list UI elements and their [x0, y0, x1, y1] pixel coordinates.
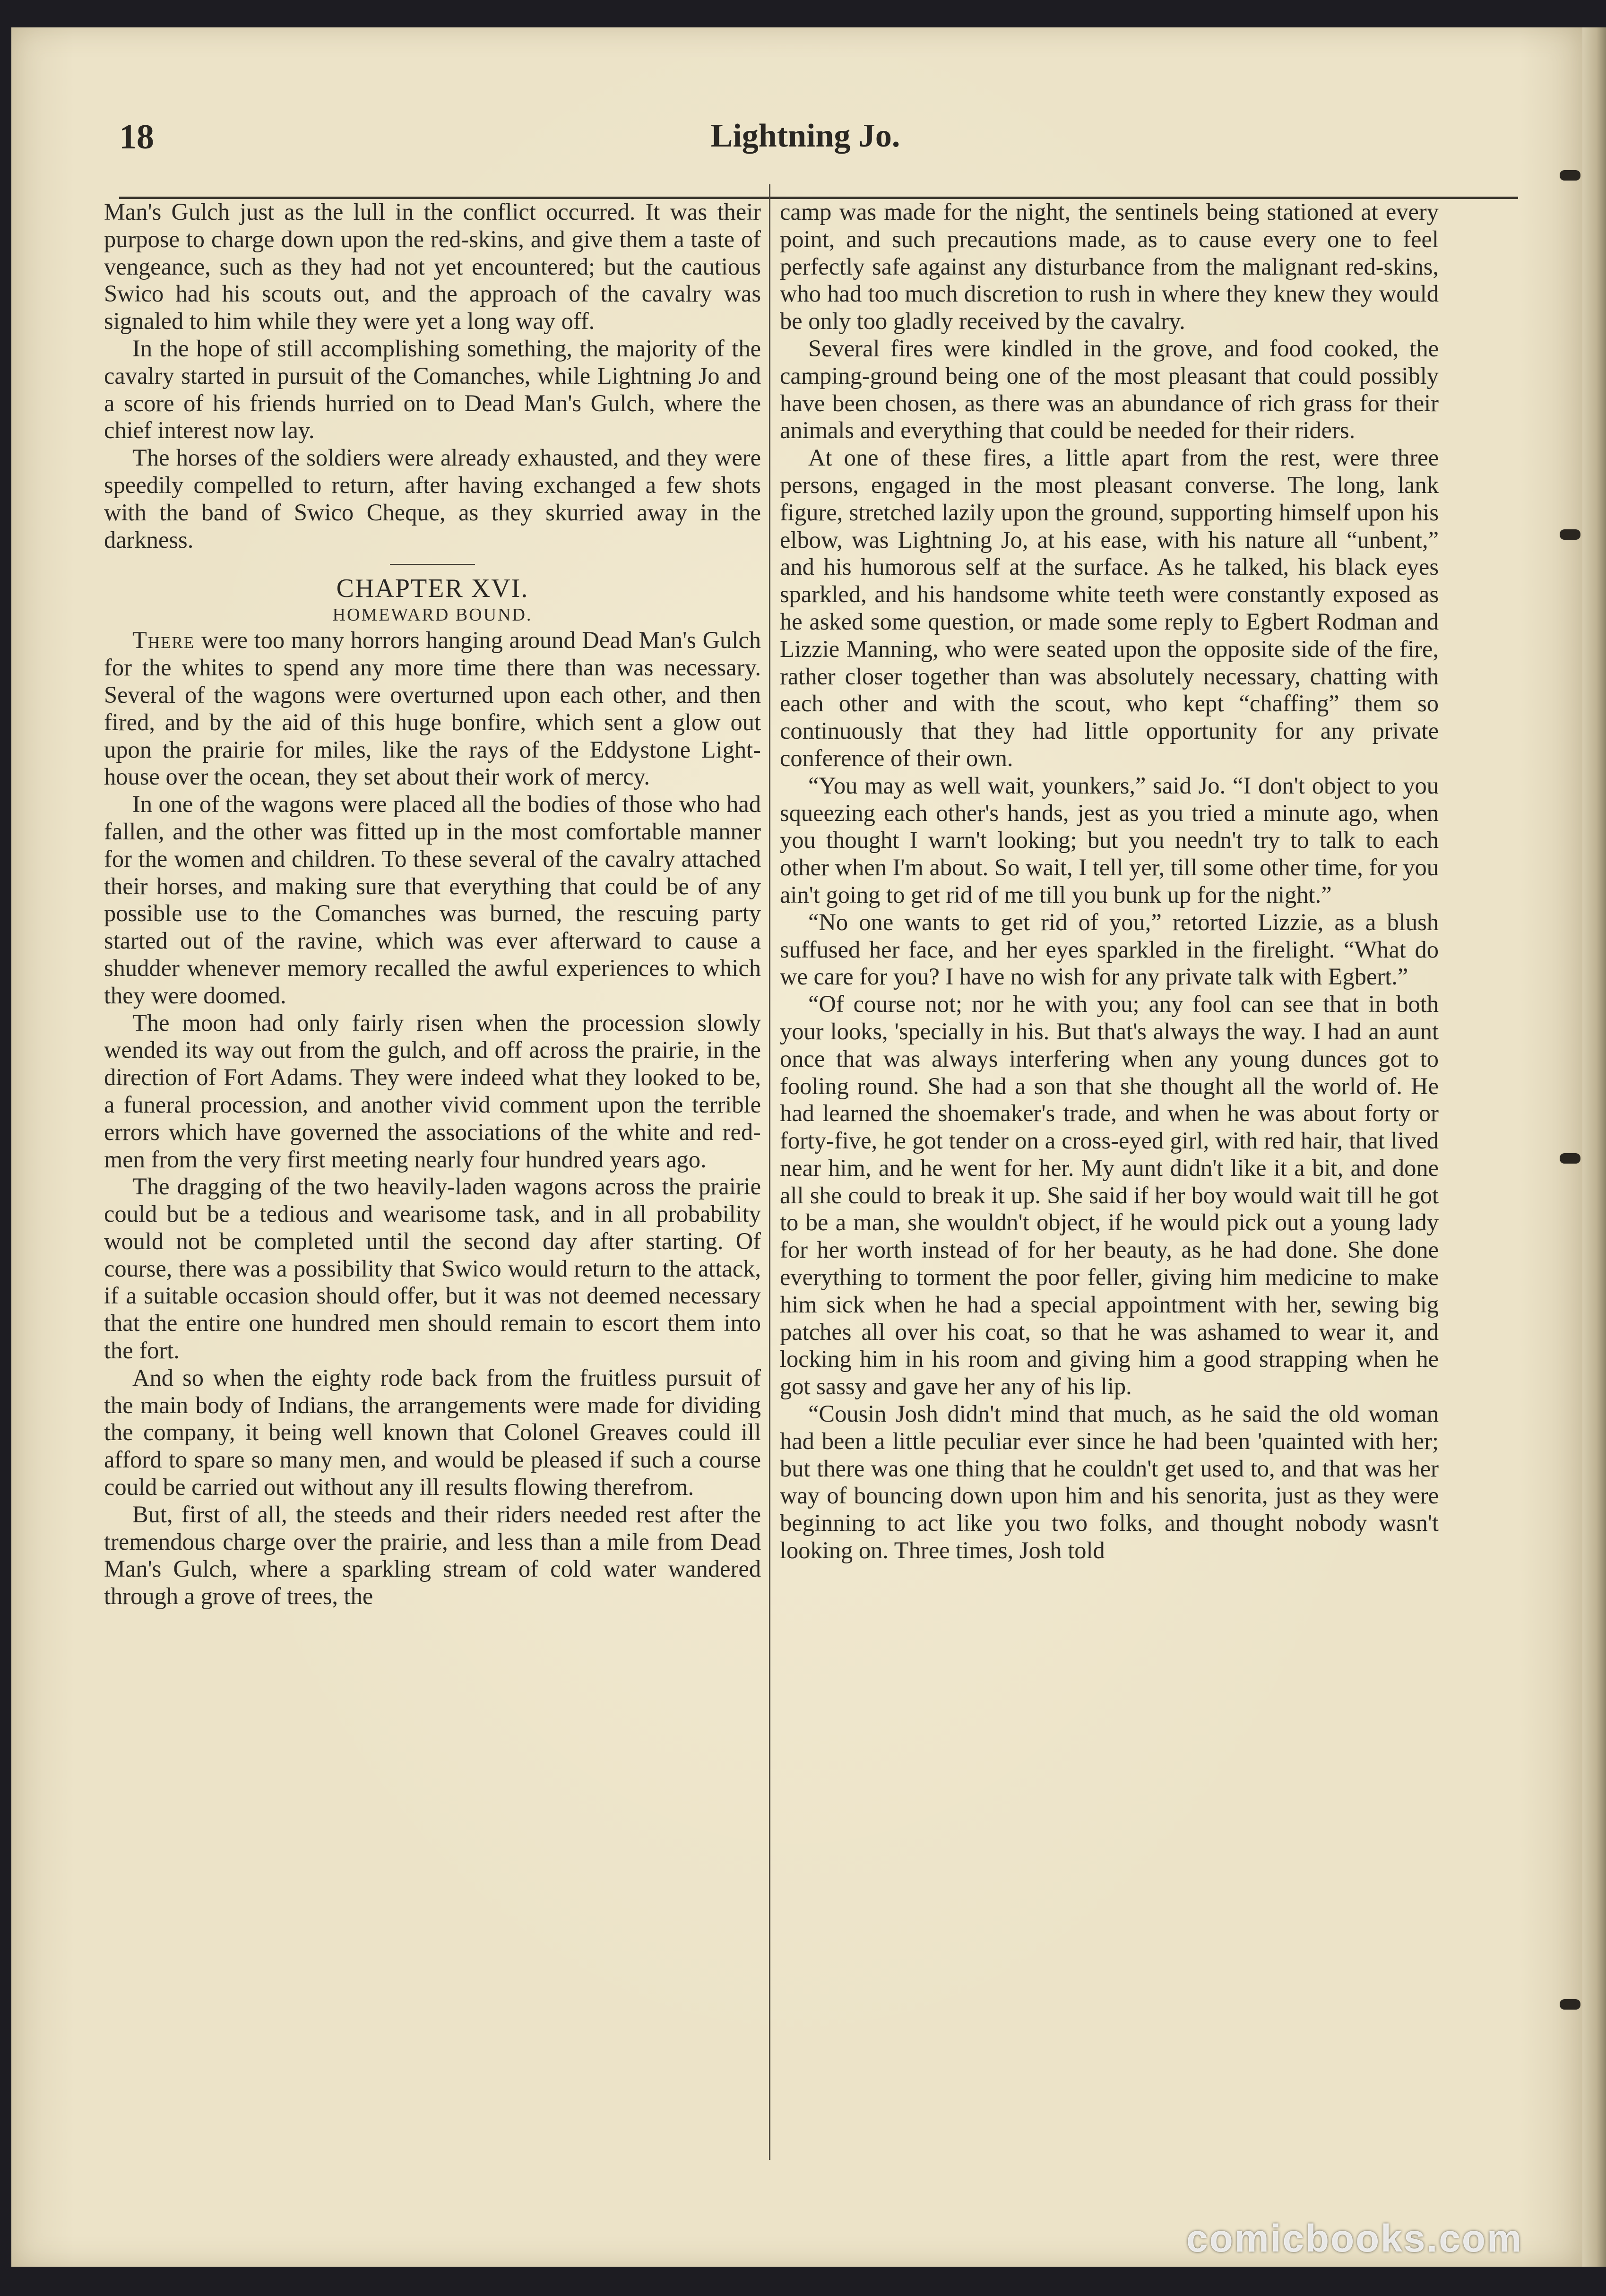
paragraph: “No one wants to get rid of you,” retorted Lizzie, as a blush suffused her face, and her eyes sparkled in the firelight. “What do we care for you? I have no wish for any private talk with Egbert.” [780, 908, 1439, 990]
page-header [11, 27, 1582, 207]
paragraph: In one of the wagons were placed all the bodies of those who had fallen, and the other was fitted up in the most comfortable manner for the women and children. To these several of the cavalry attached their horses, and making sure that everything that could be of any possible use to the Comanches was burned, the rescuing party started out of the ravine, which was ever afterward to cause a shudder whenever memory recalled the awful experiences to which they were doomed. [104, 791, 761, 1009]
page-number: 18 [119, 118, 154, 156]
paragraph: At one of these fires, a little apart from the rest, were three persons, engaged in the most pleasant converse. The long, lank figure, stretched lazily upon the ground, supporting himself upon his elbow, was Lightning Jo, at his ease, with his nature all “unbent,” and his humorous self at the surface. As he talked, his black eyes sparkled, and his handsome white teeth were constantly exposed as he asked some question, or made some reply to Egbert Rodman and Lizzie Manning, who were seated upon the opposite side of the fire, rather closer together than was absolutely necessary, chatting with each other and with the scout, who kept “chaffing” them so continuously that they had little opportunity for any private conference of their own. [780, 444, 1439, 771]
chapter-title: CHAPTER XVI. [336, 574, 529, 604]
column-divider [769, 184, 770, 2160]
paragraph: “You may as well wait, younkers,” said Jo. “I don't object to you squeezing each other's hands, jest as you tried a minute ago, when you thought I warn't looking; but you needn't try to talk to each other when I'm about. So wait, I tell yer, till some other time, for you ain't going to get rid of me till you bunk up for the night.” [780, 772, 1439, 908]
left-column [104, 199, 761, 1610]
binding-hole-mark [1560, 1153, 1580, 1164]
paragraph: But, first of all, the steeds and their riders needed rest after the tremendous charge over the prairie, and less than a mile from Dead Man's Gulch, where a sparkling stream of cold water wandered through a grove of trees, the [104, 1501, 761, 1610]
page-binding-edge [1582, 27, 1606, 2267]
binding-hole-mark [1560, 170, 1580, 181]
paragraph: In the hope of still accomplishing something, the majority of the cavalry started in pursuit of the Comanches, while Lightning Jo and a score of his friends hurried on to Dead Man's Gulch, where the chief interest now lay. [104, 335, 761, 444]
chapter-separator-rule [390, 564, 475, 565]
paragraph: The horses of the soldiers were already exhausted, and they were speedily compelled to return, after having exchanged a few shots with the band of Swico Cheque, as they skurried away in the darkness. [104, 444, 761, 553]
paragraph: The moon had only fairly risen when the procession slowly wended its way out from the gulch, and off across the prairie, in the direction of Fort Adams. They were indeed what they looked to be, a funeral procession, and another vivid comment upon the terrible errors which have governed the associations of the white and red-men from the very first meeting nearly four hundred years ago. [104, 1009, 761, 1173]
chapter-subtitle: HOMEWARD BOUND. [332, 605, 533, 625]
site-watermark: comicbooks.com [1186, 2217, 1523, 2260]
paragraph-body: were too many horrors hanging around Dead Man's Gulch for the whites to spend any more time there than was necessary. Several of the wagons were overturned upon each other, and then fired, and by the aid of this huge bonfire, which sent a glow out upon the prairie for miles, like the rays of the Eddystone Light-house over the ocean, they set about their work of mercy. [104, 627, 761, 790]
right-column [780, 199, 1439, 1564]
binding-hole-mark [1560, 529, 1580, 540]
paragraph: “Cousin Josh didn't mind that much, as he said the old woman had been a little peculiar ever since he had been 'quainted with her; but there was one thing that he couldn't get used to, and that was her way of bouncing down upon him and his senorita, just as they were beginning to act like you two folks, and thought nobody wasn't looking on. Three times, Josh told [780, 1400, 1439, 1564]
binding-hole-mark [1560, 1999, 1580, 2010]
paragraph: Several fires were kindled in the grove, and food cooked, the camping-ground being one of the most pleasant that could possibly have been chosen, as there was an abundance of rich grass for their animals and everything that could be needed for their riders. [780, 335, 1439, 444]
paragraph: And so when the eighty rode back from the fruitless pursuit of the main body of Indians, the arrangements were made for dividing the company, it being well known that Colonel Greaves could ill afford to spare so many men, and would be pleased if such a course could be carried out without any ill results flowing therefrom. [104, 1364, 761, 1501]
running-title: Lightning Jo. [710, 118, 900, 154]
paragraph-lead-word: There [132, 627, 195, 654]
paragraph: “Of course not; nor he with you; any fool can see that in both your looks, 'specially in his. But that's always the way. I had an aunt once that was always interfering when any young dunces got to fooling round. She had a son that she thought all the world of. He had learned the shoemaker's trade, and when he was about forty or forty-five, he got tender on a cross-eyed girl, with red hair, that lived near him, and he went for her. My aunt didn't like it a bit, and done all she could to break it up. She said if her boy would wait till he got to be a man, she wouldn't object, if he would pick out a young lady for her worth instead of for her beauty, as he had done. She done everything to torment the poor feller, giving him medicine to make him sick when he had a special appointment with her, sewing big patches all over his coat, so that he was ashamed to wear it, and locking him in his room and giving him a good strapping when he got sassy and gave her any of his lip. [780, 991, 1439, 1400]
paragraph: The dragging of the two heavily-laden wagons across the prairie could but be a tedious and wearisome task, and in all probability would not be completed until the second day after starting. Of course, there was a possibility that Swico would return to the attack, if a suitable occasion should offer, but it was not deemed necessary that the entire one hundred men should remain to escort them into the fort. [104, 1173, 761, 1364]
paragraph: Man's Gulch just as the lull in the conflict occurred. It was their purpose to charge down upon the red-skins, and give them a taste of vengeance, such as they had not yet encountered; but the cautious Swico had his scouts out, and the approach of the cavalry was signaled to him while they were yet a long way off. [104, 199, 761, 335]
paragraph [104, 627, 761, 791]
paragraph: camp was made for the night, the sentinels being stationed at every point, and such precautions made, as to cause every one to feel perfectly safe against any disturbance from the malignant red-skins, who had too much discretion to rush in where they knew they would be only too gladly received by the cavalry. [780, 199, 1439, 335]
